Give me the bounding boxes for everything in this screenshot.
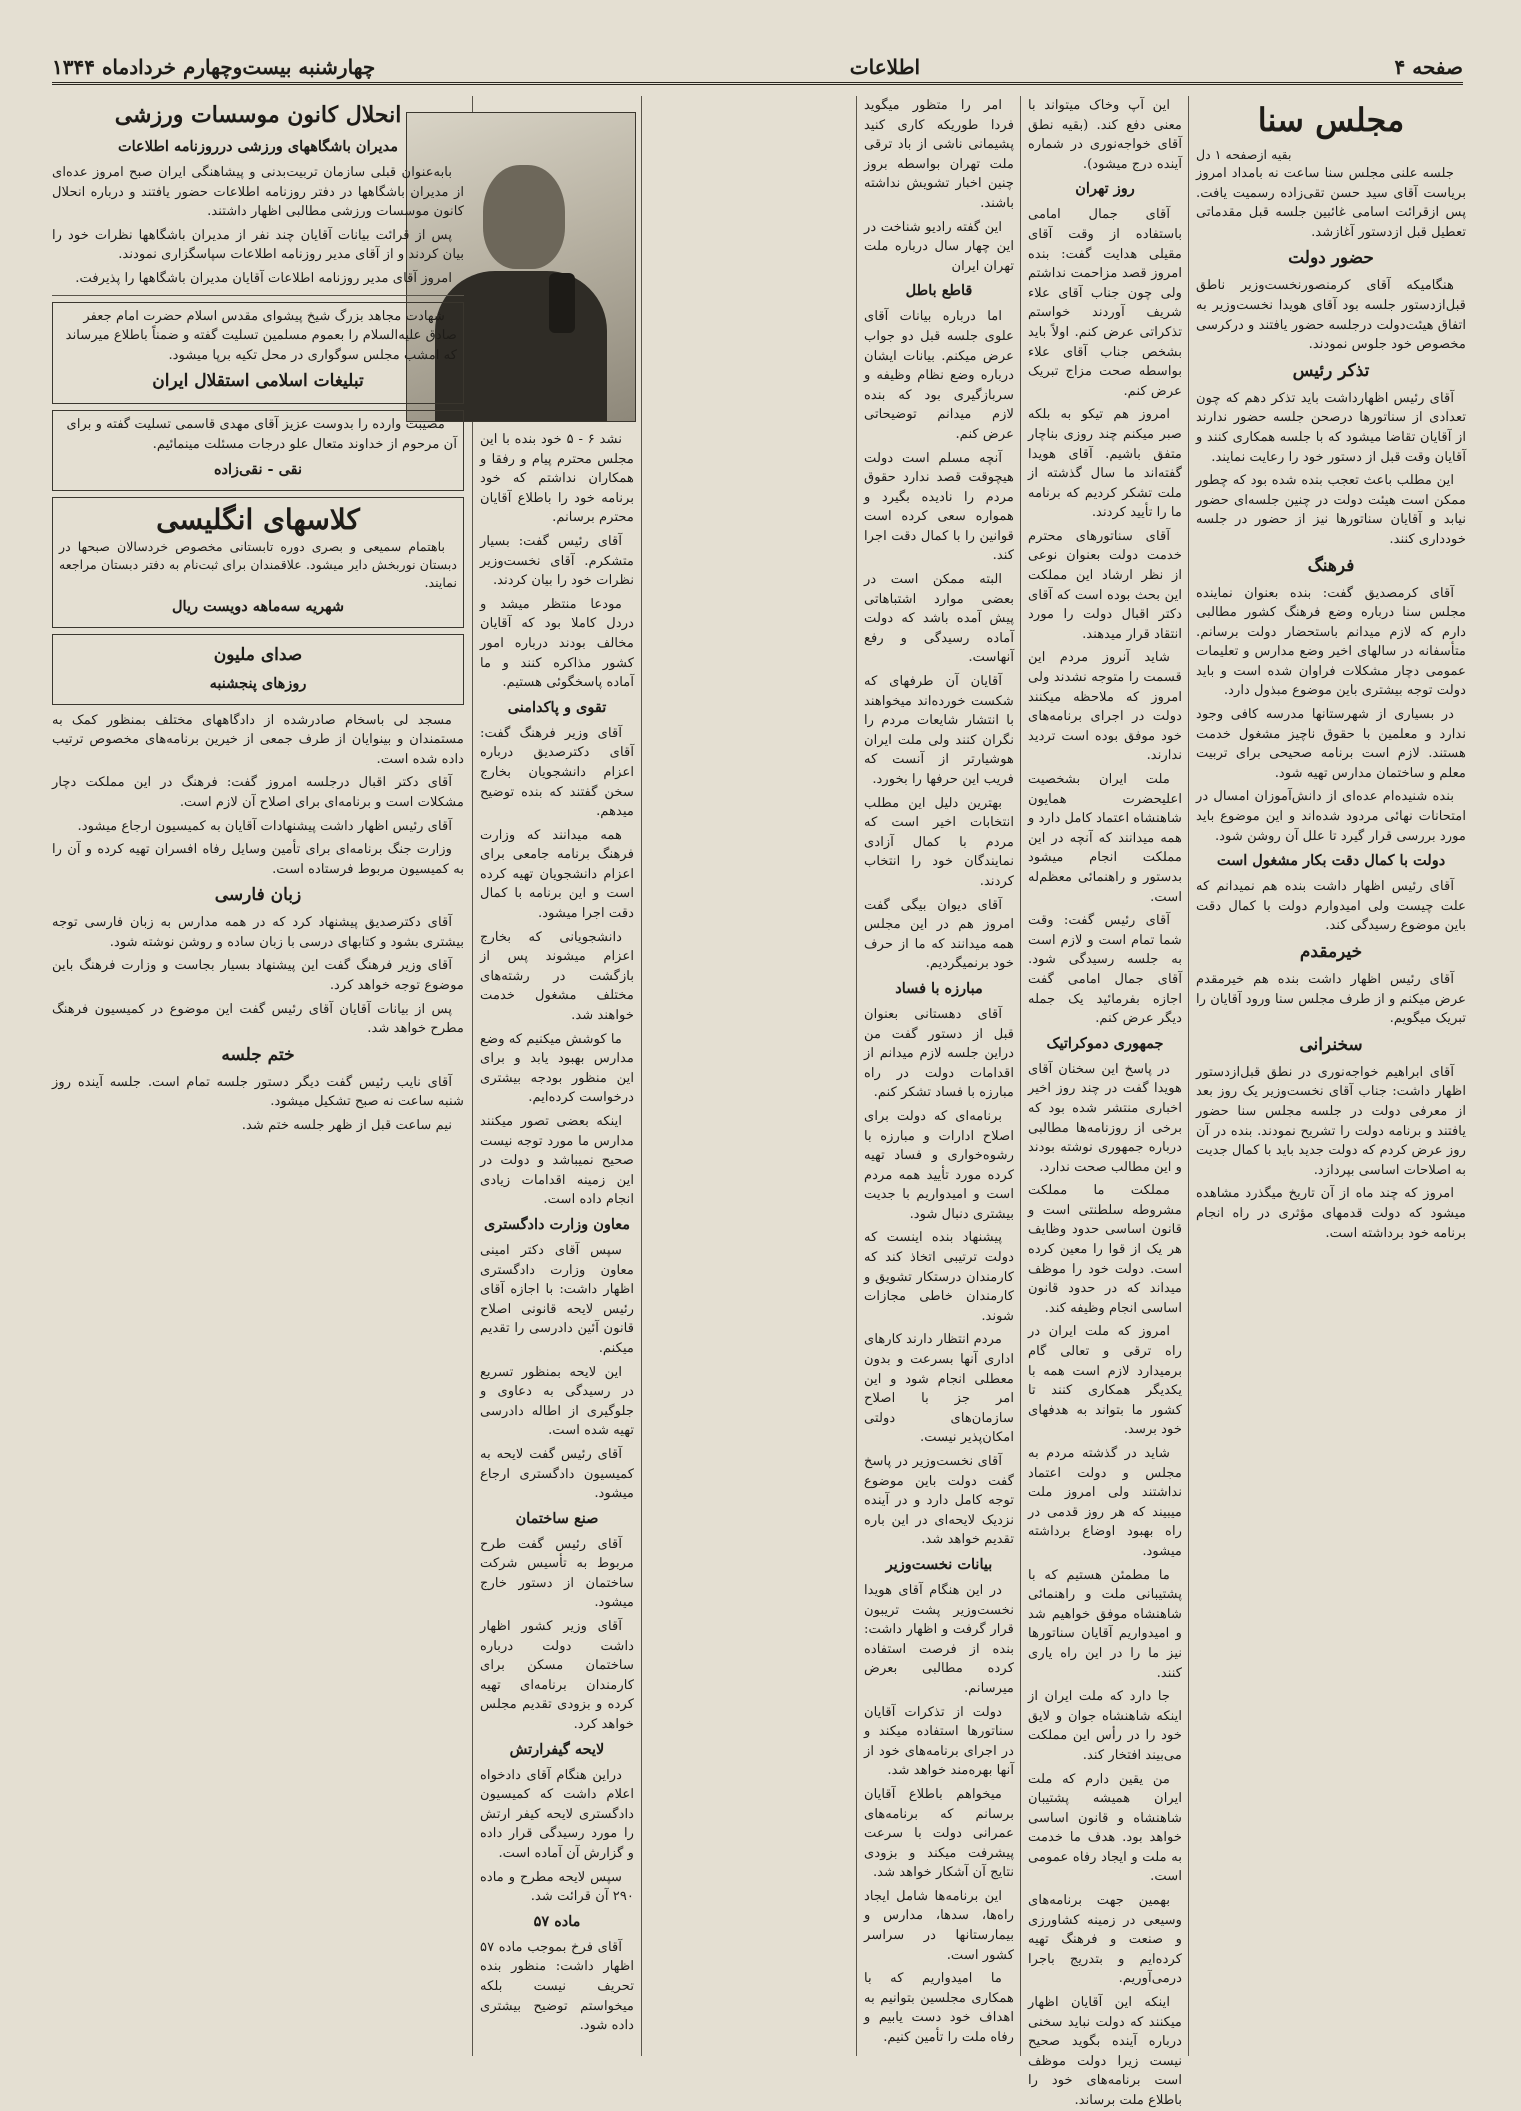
subheading: تقوی و پاکدامنی xyxy=(507,698,607,716)
ad-subtitle: روزهای پنجشنبه xyxy=(209,674,307,692)
subheading: لایحه گیفرارتش xyxy=(509,1740,605,1758)
paragraph: آقای نخست‌وزیر در پاسخ گفت دولت باین موضوع توجه کامل دارد و در آینده نزدیک لایحه‌ای در این باره تقدیم خواهد شد. xyxy=(864,1454,1014,1548)
paragraph: شاید در گذشته مردم به مجلس و دولت اعتماد نداشتند ولی امروز ملت میبیند که هر روز قدمی در راه بهبود اوضاع برداشته میشود. xyxy=(1028,1446,1182,1559)
column-senate xyxy=(1196,96,1466,2056)
paragraph: آقای رئیس اظهارداشت باید تذکر دهم که چون تعدادی از سناتورها درصحن جلسه حضور ندارند از آقایان تقاضا میشود که با جلسه همکاری کنند و آقایان وقت قبل از دستور خود را رعایت نمایند. xyxy=(1196,390,1466,465)
column-rule xyxy=(1020,96,1021,2056)
ad-price: شهریه سه‌ماهه دویست ریال xyxy=(172,597,344,615)
paragraph: نشد ۶ - ۵ خود بنده با این مجلس محترم پیام و رفقا و همکاران نداشتم که خود برنامه خود را باطلاع آقایان محترم برسانم. xyxy=(480,432,634,526)
paragraph: امروز آقای مدیر روزنامه اطلاعات آقایان مدیران باشگاهها را پذیرفت. xyxy=(75,270,452,286)
article-headline: مجلس سنا xyxy=(1257,101,1405,139)
subheading: مبارزه با فساد xyxy=(895,979,983,997)
paragraph: آقای دهستانی بعنوان قبل از دستور گفت من دراین جلسه لازم میدانم از اقدامات دولت در راه مبارزه با فساد تشکر کنم. xyxy=(864,1006,1014,1101)
notice-signature: تبلیغات اسلامی استقلال ایران xyxy=(152,371,364,392)
column-ministers xyxy=(480,430,634,2056)
paragraph: پیشنهاد بنده اینست که دولت ترتیبی اتخاذ کند که کارمندان درستکار تشویق و کارمندان خاطی مجازات شوند. xyxy=(864,1230,1014,1324)
continued-note: بقیه ازصفحه ۱ دل xyxy=(1196,147,1292,162)
paragraph: آقای رئیس اظهار داشت بنده هم نمیدانم که علت چیست ولی امیدوارم دولت با کمال دقت باین موضوع رسیدگی کند. xyxy=(1196,879,1466,934)
paragraph: پس از قرائت بیانات آقایان چند نفر از مدیران باشگاهها نظرات خود را بیان کردند و از آقای مدیر روزنامه اطلاعات سپاسگزاری نمودند. xyxy=(52,227,464,263)
issue-date: چهارشنبه بیست‌وچهارم خردادماه ۱۳۴۴ xyxy=(52,55,376,79)
paragraph: همه میدانند که وزارت فرهنگ برنامه جامعی برای اعزام دانشجویان تهیه کرده است و این برنامه با کمال دقت اجرا میشود. xyxy=(480,827,634,922)
paragraph: ملت ایران بشخصیت اعلیحضرت همایون شاهنشاه اعتماد کامل دارد و همه میدانند که آنچه در این مملکت انجام میشود بدستور و راهنمائی معظم‌له است. xyxy=(1028,772,1182,905)
paragraph: جلسه علنی مجلس سنا ساعت نه بامداد امروز بریاست آقای سید حسن تقی‌زاده رسمیت یافت. پس ازقرائت اسامی غائبین جلسه قبل مقدماتی تعطیل قبل ازدستور آغازشد. xyxy=(1196,166,1466,240)
column-rule xyxy=(641,96,642,2056)
paragraph: دولت از تذکرات آقایان سناتورها استفاده میکند و در اجرای برنامه‌های خود از آنها بهره‌مند خواهد شد. xyxy=(864,1704,1014,1779)
paragraph: مصیبت وارده را بدوست عزیز آقای مهدی قاسمی تسلیت گفته و برای آن مرحوم از خداوند متعال علو درجات مسئلت مینمائیم. xyxy=(66,417,457,452)
ad-body: باهتمام سمیعی و بصری دوره تابستانی مخصوص خردسالان صبحها در دبستان نوربخش دایر میشود. علاقمندان برای ثبت‌نام به دفتر دبستان مراجعه نمایند. xyxy=(59,538,457,590)
paragraph: بهترین دلیل این مطلب انتخابات اخیر است که مردم با کمال آزادی نمایندگان خود را انتخاب کردند. xyxy=(864,795,1014,889)
column-government xyxy=(864,96,1014,2056)
paragraph: این برنامه‌ها شامل ایجاد راه‌ها، سدها، مدارس و بیمارستانها در سراسر کشور است. xyxy=(864,1888,1014,1963)
paragraph: این لایحه بمنظور تسریع در رسیدگی به دعاوی و جلوگیری از اطاله دادرسی تهیه شده است. xyxy=(480,1364,634,1439)
subheading: جمهوری دموکراتیک xyxy=(1046,1034,1164,1052)
notice-signature: نقی - نقی‌زاده xyxy=(213,460,303,478)
paragraph: سپس لایحه مطرح و ماده ۲۹۰ آن قرائت شد. xyxy=(480,1869,634,1905)
paragraph: اما درباره بیانات آقای علوی جلسه قبل دو جواب عرض میکنم. بیانات ایشان درباره وضع نظام وظیفه و سربازگیری بود که بنده لازم میدانم توضیحاتی عرض کنم. xyxy=(864,309,1014,442)
paragraph: آقای دکترصدیق پیشنهاد کرد که در همه مدارس به زبان فارسی توجه بیشتری بشود و کتابهای درسی با زبان ساده و روشن نوشته شود. xyxy=(52,915,464,950)
paragraph: نیم ساعت قبل از ظهر جلسه ختم شد. xyxy=(241,1118,452,1134)
paragraph: آقای دکتر اقبال درجلسه امروز گفت: فرهنگ در این مملکت دچار مشکلات است و برنامه‌ای برای اصلاح آن لازم است. xyxy=(52,775,464,810)
paragraph: ما کوشش میکنیم که وضع مدارس بهبود یابد و برای این منظور بودجه بیشتری درخواست کرده‌ایم. xyxy=(480,1031,634,1106)
subheading: ماده ۵۷ xyxy=(533,1912,581,1930)
paragraph: آقای ابراهیم خواجه‌نوری در نطق قبل‌ازدستور اظهار داشت: جناب آقای نخست‌وزیر یک روز بعد از معرفی دولت در جلسه مجلس سنا حضور یافتند و برنامه دولت را تشریح نمودند. بنده در آن روز عرض کردم که دولت جدید باید با کمال جدیت به اصلاحات اساسی بپردازد. xyxy=(1196,1064,1466,1178)
paragraph: آقای وزیر فرهنگ گفت این پیشنهاد بسیار بجاست و وزارت فرهنگ باین موضوع توجه خواهد کرد. xyxy=(52,958,464,994)
paragraph: آقای فرخ بموجب ماده ۵۷ اظهار داشت: منظور بنده تحریف نیست بلکه میخواستم توضیح بیشتری داده شود. xyxy=(480,1939,634,2034)
condolence-notice-2 xyxy=(52,410,464,490)
photo-microphone xyxy=(549,273,575,333)
paragraph: آقای رئیس گفت طرح مربوط به تأسیس شرکت ساختمان از دستور خارج میشود. xyxy=(480,1536,634,1611)
paragraph: این آپ وخاک میتواند با معنی دفع کند. (بقیه نطق آقای خواجه‌نوری در شماره آینده درج میشود). xyxy=(1028,98,1182,172)
photo-face xyxy=(483,165,565,269)
paragraph: امروز هم تیکو به بلکه صبر میکنم چند روزی بناچار متفق باشیم. آقای هویدا گفته‌اند ما سال گذشته از ملت تشکر کردیم که برنامه ما را تأیید کردند. xyxy=(1028,407,1182,521)
paragraph: مردم انتظار دارند کارهای اداری آنها بسرعت و بدون معطلی انجام شود و این امر جز با اصلاح سازمان‌های دولتی امکان‌پذیر نیست. xyxy=(864,1332,1014,1446)
subheading: ختم جلسه xyxy=(221,1044,295,1065)
paragraph: بنده شنیده‌ام عده‌ای از دانش‌آموزان امسال در امتحانات نهائی مردود شده‌اند و این موضوع باید مورد بررسی قرار گیرد تا علل آن روشن شود. xyxy=(1196,789,1466,844)
paragraph: وزارت جنگ برنامه‌ای برای تأمین وسایل رفاه افسران تهیه کرده و آن را به کمیسیون مربوط فرستاده است. xyxy=(52,842,464,877)
paragraph: آقای رئیس اظهار داشت پیشنهادات آقایان به کمیسیون ارجاع میشود. xyxy=(77,818,452,834)
ad-title: صدای ملیون xyxy=(213,644,303,665)
paragraph: میخواهم باطلاع آقایان برسانم که برنامه‌های عمرانی دولت با سرعت پیشرفت میکند و بزودی نتایج آن آشکار خواهد شد. xyxy=(864,1786,1014,1881)
paragraph: بابه‌عنوان قبلی سازمان تربیت‌بدنی و پیشاهنگی ایران صبح امروز عده‌ای از مدیران باشگاهها در دفتر روزنامه اطلاعات حضور یافتند و درباره انحلال کانون موسسات ورزشی مطالبی اظهار داشتند. xyxy=(52,165,464,220)
paragraph: اینکه بعضی تصور میکنند مدارس ما مورد توجه نیست صحیح نمیباشد و دولت در این زمینه اقدامات زیادی انجام داده است. xyxy=(480,1114,634,1208)
paragraph: هنگامیکه آقای کرمنصورنخست‌وزیر ناطق قبل‌ازدستور جلسه بود آقای هویدا نخست‌وزیر به اتفاق هیئت‌دولت درجلسه حضور یافتند و درکرسی مخصوص خود جلوس نمودند. xyxy=(1196,278,1466,353)
article-headline: انحلال کانون موسسات ورزشی xyxy=(114,102,402,128)
paragraph: مودعا منتظر میشد و دردل کاملا بود که آقایان مخالف بودند درباره امور کشور مذاکره کنند و ما آماده پاسخگوئی هستیم. xyxy=(480,596,634,691)
subheading: روز تهران xyxy=(1075,180,1135,198)
paragraph: در پاسخ این سخنان آقای هویدا گفت در چند روز اخیر اخباری منتشر شده بود که برخی از روزنامه‌ها مطالبی درباره جمهوری نوشته بودند و این مطالب صحت ندارد. xyxy=(1028,1061,1182,1175)
subheading: تذکر رئیس xyxy=(1292,360,1370,381)
news-subcolumn xyxy=(52,497,464,1140)
subheading: دولت با کمال دقت بکار مشغول است xyxy=(1216,852,1446,870)
column-rule xyxy=(1188,96,1189,2056)
subheading: زبان فارسی xyxy=(214,885,302,906)
paragraph: سپس آقای دکتر امینی معاون وزارت دادگستری اظهار داشت: با اجازه آقای رئیس لایحه قانونی اصلاح قانون آئین دادرسی را تقدیم میکنم. xyxy=(480,1242,634,1356)
column-speeches xyxy=(1028,96,1182,2108)
paragraph: جا دارد که ملت ایران از اینکه شاهنشاه جوان و لایق خود را در رأس این مملکت می‌بیند افتخار کند. xyxy=(1028,1689,1182,1763)
paragraph: امروز که چند ماه از آن تاریخ میگذرد مشاهده میشود که دولت قدمهای مؤثری در راه انجام برنامه خود برداشته است. xyxy=(1196,1186,1466,1241)
paragraph: دانشجویانی که بخارج اعزام میشوند پس از بازگشت در رشته‌های مختلف مشغول خدمت خواهند شد. xyxy=(480,929,634,1024)
paragraph: آقای رئیس گفت: بسیار متشکرم. آقای نخست‌وزیر نظرات خود را بیان کردند. xyxy=(480,533,634,589)
subheading: صنع ساختمان xyxy=(515,1509,599,1527)
paragraph: آقای رئیس اظهار داشت بنده هم خیرمقدم عرض میکنم و از طرف مجلس سنا ورود آقایان را تبریک میگویم. xyxy=(1196,972,1466,1027)
paragraph: برنامه‌ای که دولت برای اصلاح ادارات و مبارزه با رشوه‌خواری و فساد تهیه کرده مورد تأیید همه مردم است و امیدواریم با جدیت بیشتری دنبال شود. xyxy=(864,1108,1014,1222)
paragraph: آقای وزیر فرهنگ گفت: آقای دکترصدیق درباره اعزام دانشجویان بخارج سخن گفتند که بنده توضیح میدهم. xyxy=(480,725,634,820)
subheading: معاون وزارت دادگستری xyxy=(483,1215,631,1233)
page-number: صفحه ۴ xyxy=(1394,55,1463,79)
paragraph: شهادت مجاهد بزرگ شیخ پیشوای مقدس اسلام حضرت امام جعفر صادق علیه‌السلام را بعموم مسلمین تسلیت گفته و ضمناً باطلاع میرساند که امشب مجلس سوگواری در محل تکیه برپا میشود. xyxy=(65,308,457,363)
subheading: بیانات نخست‌وزیر xyxy=(885,1555,993,1573)
paper-name: اطلاعات xyxy=(849,55,921,79)
paragraph: ما مطمئن هستیم که با پشتیبانی ملت و راهنمائی شاهنشاه موفق خواهیم شد و امیدواریم آقایان سناتورها نیز ما را در این راه یاری کنند. xyxy=(1028,1567,1182,1681)
paragraph: شاید آنروز مردم این قسمت را متوجه نشدند ولی امروز که ملاحظه میکنند دولت در اجرای برنامه‌های خود موفق بوده است تردید ندارند. xyxy=(1028,650,1182,764)
paragraph: آقای نایب رئیس گفت دیگر دستور جلسه تمام است. جلسه آینده روز شنبه ساعت نه صبح تشکیل میشود. xyxy=(52,1074,464,1110)
masthead xyxy=(52,52,1463,85)
section-divider xyxy=(52,295,464,296)
paragraph: امروز که ملت ایران در راه ترقی و تعالی گام برمیدارد لازم است همه با یکدیگر همکاری کنند تا کشور ما بتواند به هدفهای خود برسد. xyxy=(1028,1324,1182,1438)
english-classes-ad xyxy=(52,497,464,628)
paragraph: ما امیدواریم که با همکاری مجلسین بتوانیم به اهداف خود دست یابیم و رفاه ملت را تأمین کنیم. xyxy=(864,1971,1014,2046)
subheading: فرهنگ xyxy=(1307,555,1355,576)
paragraph: امر را متظور میگوید فردا طوریکه کاری کنید پشیمانی ناشی از باد ترقی ملت تهران بواسطه بروز چنین اخبار تشویش نداشته باشند. xyxy=(864,98,1014,211)
paragraph: البته ممکن است در بعضی موارد اشتباهاتی پیش آمده باشد که دولت آماده رسیدگی و رفع آنهاست. xyxy=(864,572,1014,666)
paragraph: بهمین جهت برنامه‌های وسیعی در زمینه کشاورزی و صنعت و فرهنگ تهیه کرده‌ایم و بتدریج باجرا درمی‌آوریم. xyxy=(1028,1893,1182,1987)
paragraph: این گفته رادیو شناخت در این چهار سال درباره ملت تهران ایران xyxy=(864,219,1014,274)
paragraph: مملکت ما مملکت مشروطه سلطنتی است و قانون اساسی حدود وظایف هر یک از قوا را معین کرده است. دولت خود را موظف میداند که در حدود قانون اساسی انجام وظیفه کند. xyxy=(1028,1183,1182,1316)
paragraph: در این هنگام آقای هویدا نخست‌وزیر پشت تریبون قرار گرفت و اظهار داشت: بنده از فرصت استفاده کرده مطالبی بعرض میرسانم. xyxy=(864,1582,1014,1696)
paragraph: اینکه این آقایان اظهار میکنند که دولت نباید سخنی درباره آینده بگوید صحیح نیست زیرا دولت موظف است برنامه‌های خود را باطلاع ملت برساند. xyxy=(1028,1995,1182,2108)
subheading: قاطع باطل xyxy=(905,282,973,300)
paragraph: در بسیاری از شهرستانها مدرسه کافی وجود ندارد و معلمین با حقوق ناچیز مشغول خدمت هستند. لازم است برنامه صحیحی برای تربیت معلم و ساختمان مدارس تهیه شود. xyxy=(1196,707,1466,781)
column-rule xyxy=(856,96,857,2056)
paragraph: پس از بیانات آقایان آقای رئیس گفت این موضوع در کمیسیون فرهنگ مطرح خواهد شد. xyxy=(52,1001,464,1037)
paragraph: مسجد لی باسخام صادرشده از دادگاههای مختلف بمنظور کمک به مستمندان و بینوایان از طرف جمعی از خیرین برنامه‌های مخصوص ترتیب داده شده است. xyxy=(52,712,464,767)
paragraph: آقایان آن طرفهای که شکست خورده‌اند میخواهند با انتشار شایعات مردم را نگران کنند ولی ملت ایران هوشیارتر از آنست که فریب این حرفها را بخورد. xyxy=(864,674,1014,787)
subheading: سخنرانی xyxy=(1299,1034,1363,1055)
paragraph: آقای دیوان بیگی گفت امروز هم در این مجلس همه میدانند که ما از حرف خود برنمیگردیم. xyxy=(864,897,1014,972)
paragraph: دراین هنگام آقای دادخواه اعلام داشت که کمیسیون دادگستری لایحه کیفر ارتش را مورد رسیدگی قرار داده و گزارش آن آماده است. xyxy=(480,1767,634,1861)
paragraph: آقای وزیر کشور اظهار داشت دولت درباره ساختمان مسکن برای کارمندان برنامه‌ای تهیه کرده و بزودی تقدیم مجلس خواهد کرد. xyxy=(480,1619,634,1733)
paragraph: آقای رئیس گفت لایحه به کمیسیون دادگستری ارجاع میشود. xyxy=(480,1446,634,1502)
ad-title: کلاسهای انگلیسی xyxy=(156,502,360,536)
paragraph: آقای رئیس گفت: وقت شما تمام است و لازم است به جلسه رسیدگی شود. آقای جمال امامی گفت اجازه بفرمائید یک جمله دیگر عرض کنم. xyxy=(1028,913,1182,1027)
subheading: حضور دولت xyxy=(1288,248,1374,269)
paragraph: آقای جمال امامی باستفاده از وقت آقای مقیلی هدایت گفت: بنده امروز قصد مزاحمت نداشتم ولی چون جناب آقای علاء شریف آوردند خواستم تذکراتی عرض کنم. اولاً باید بشخص جناب آقای علاء بواسطه صحت مزاج تبریک عرض کنم. xyxy=(1028,207,1182,399)
subheading: مدیران باشگاههای ورزشی درروزنامه اطلاعات xyxy=(117,138,399,155)
paragraph: آقای سناتورهای محترم خدمت دولت بعنوان نوعی از نظر ارشاد این مملکت این بحث بوده است که آقای دکتر اقبال دولت را مورد انتقاد قرار میدهند. xyxy=(1028,528,1182,642)
condolence-notice xyxy=(52,302,464,405)
paragraph: من یقین دارم که ملت ایران همیشه پشتیبان شاهنشاه و قانون اساسی خواهد بود. هدف ما خدمت به ملت و ایجاد رفاه عمومی است. xyxy=(1028,1771,1182,1885)
paragraph: این مطلب باعث تعجب بنده شده بود که چطور ممکن است هیئت دولت در چنین جلسه‌ای حضور نیابد و آقایان سناتورها نیز از حضور در جلسه خودداری کنند. xyxy=(1196,473,1466,547)
paragraph: آنچه مسلم است دولت هیچوقت قصد ندارد حقوق مردم را نادیده بگیرد و همواره سعی کرده است قوانین را با کمال دقت اجرا کند. xyxy=(864,450,1014,564)
subheading: خیرمقدم xyxy=(1299,942,1363,962)
column-sports-ads xyxy=(52,96,464,2056)
paragraph: آقای کرمصدیق گفت: بنده بعنوان نماینده مجلس سنا درباره وضع فرهنگ کشور مطالبی دارم که لازم میدانم باستحضار دولت برسانم. متأسفانه در سالهای اخیر وضع مدارس و تعلیمات عمومی دچار مشکلات فراوان شده است و باید دولت توجه بیشتری باین موضوع مبذول دارد. xyxy=(1196,585,1466,699)
radio-program-ad xyxy=(52,634,464,705)
